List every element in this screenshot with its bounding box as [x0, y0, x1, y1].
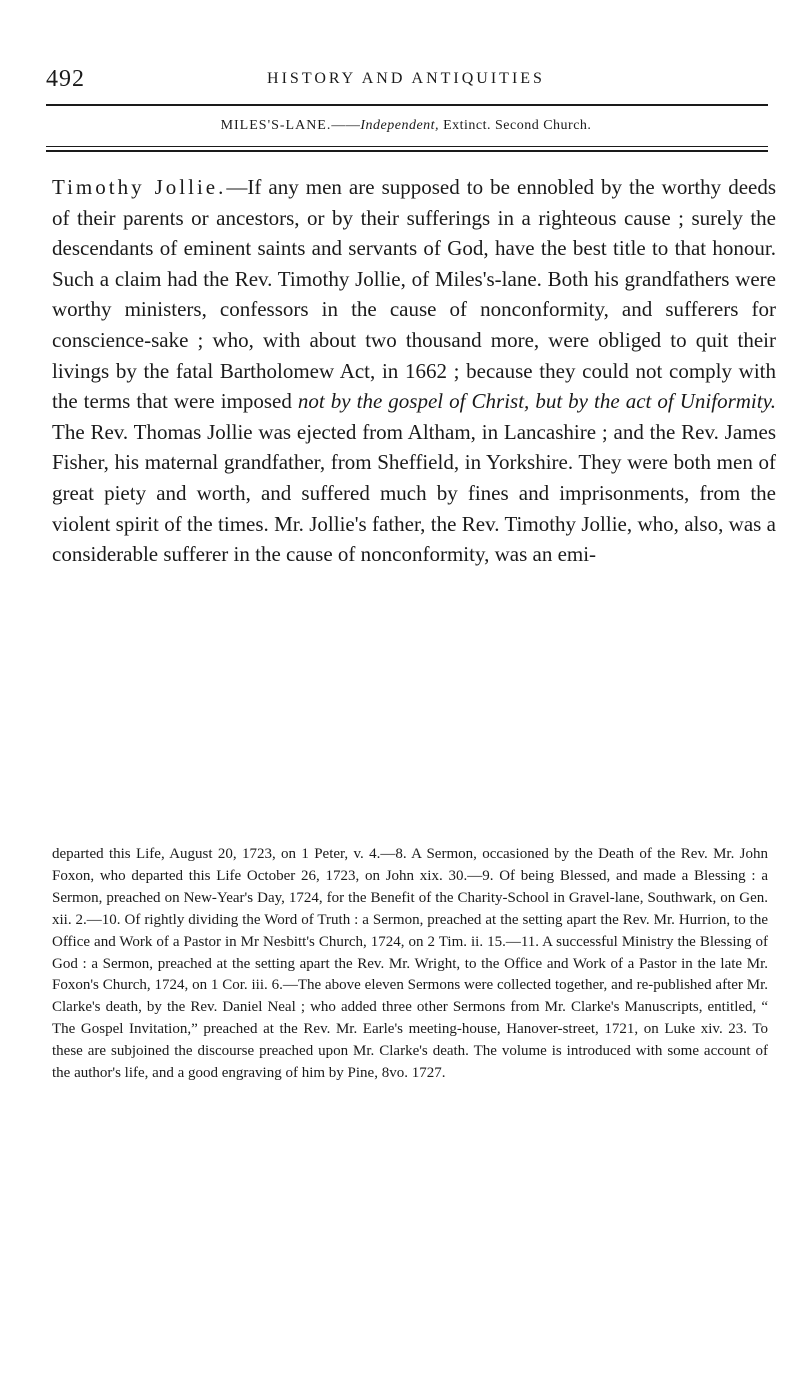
main-paragraph: [52, 172, 776, 570]
running-title: HISTORY AND ANTIQUITIES: [267, 70, 545, 87]
section-subhead: [46, 118, 766, 134]
paragraph-italic-1: not by the gospel of Christ, but by the act of Uniformity.: [297, 389, 777, 414]
subhead-status: Extinct. Second Church.: [443, 118, 592, 133]
top-rule: [46, 104, 768, 106]
running-head: [46, 66, 766, 100]
footnote: departed this Life, August 20, 1723, on 1 Peter, v. 4.—8. A Sermon, occasioned by the Death of the Rev. Mr. John Foxon, who departed this Life October 26, 1723, on John xix. 30.—9. Of being Blessed, and made a Blessing : a Sermon, preached on New-Year's Day, 1724, for the Benefit of the Charity-School in Gravel-lane, Southwark, on Gen. xii. 2.—10. Of rightly dividing the Word of Truth : a Sermon, preached at the setting apart the Rev. Mr. Hurrion, to the Office and Work of a Pastor in Mr Nesbitt's Church, 1724, on 2 Tim. ii. 15.—11. A successful Ministry the Blessing of God : a Sermon, preached at the setting apart the Rev. Mr. Wright, to the Office and Work of a Pastor in the late Mr. Foxon's Church, 1724, on 1 Cor. iii. 6.—The above eleven Sermons were collected together, and re-published after Mr. Clarke's death, by the Rev. Daniel Neal ; who added three other Sermons from Mr. Clarke's Manuscripts, entitled, “ The Gospel Invitation,” preached at the Rev. Mr. Earle's meeting-house, Hanover-street, 1721, on Luke xiv. 23. To these are subjoined the discourse preached upon Mr. Clarke's death. The volume is introduced with some account of the author's life, and a good engraving of him by Pine, 8vo. 1727.: [52, 846, 768, 1082]
subhead-dash: ——: [331, 118, 361, 133]
page-number: 492: [46, 66, 85, 92]
subhead-denomination: Independent,: [360, 118, 440, 133]
subhead-place: MILES'S-LANE.: [220, 118, 332, 133]
subhead-rule-thick: [46, 150, 768, 152]
paragraph-text-1: —If any men are supposed to be ennobled by the worthy deeds of their parents or ancestors, or by their sufferings in a righteous cause ; surely the descendants of eminent saints and servants of God, have the best title to that honour. Such a claim had the Rev. Timothy Jollie, of Miles's-lane. Both his grandfathers were worthy ministers, confessors in the cause of nonconformity, and sufferers for conscience-sake ; who, with about two thousand more, were obliged to quit their livings by the fatal Bartholomew Act, in 1662 ; because they could not comply with the terms that were imposed: [52, 175, 777, 414]
paragraph-text-2: The Rev. Thomas Jollie was ejected from Altham, in Lancashire ; and the Rev. James Fisher, his maternal grandfather, from Sheffield, in Yorkshire. They were both men of great piety and worth, and suffered much by fines and imprisonments, from the violent spirit of the times. Mr. Jollie's father, the Rev. Timothy Jollie, who, also, was a considerable sufferer in the cause of nonconformity, was an emi-: [52, 419, 776, 567]
subhead-rule-thin: [46, 146, 768, 147]
biography-name: Timothy Jollie.: [52, 175, 227, 199]
